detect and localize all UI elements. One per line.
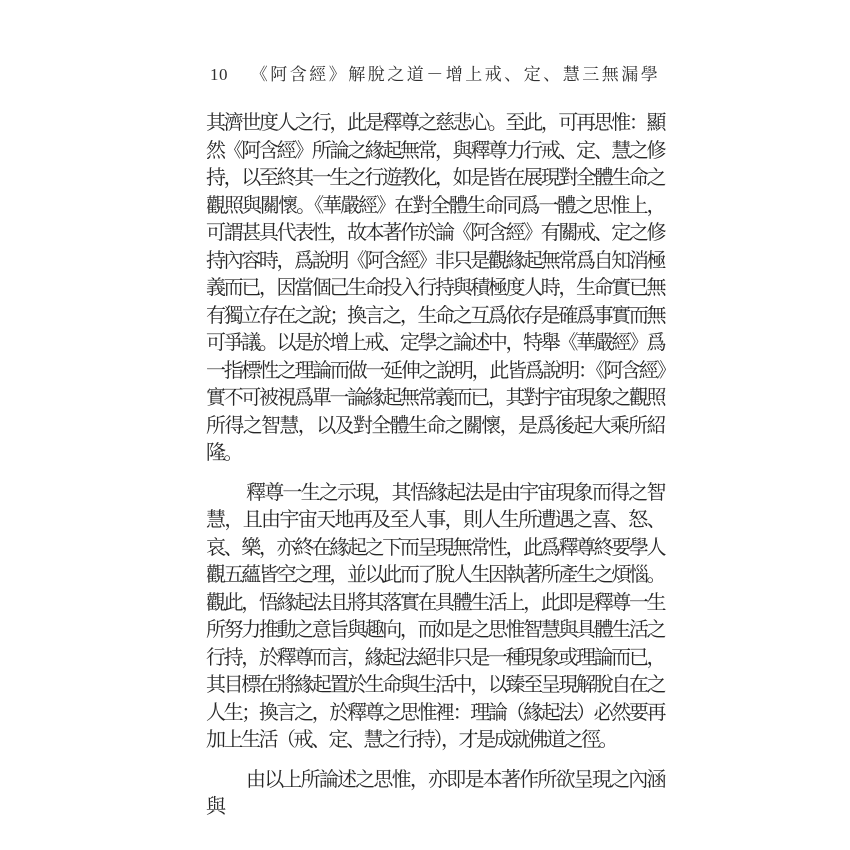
body-paragraph: 釋尊一生之示現，其悟緣起法是由宇宙現象而得之智慧，且由宇宙天地再及至人事，則人生所遭遇之喜、怒、哀、樂，亦終在緣起之下而呈現無常性，此爲釋尊終要學人觀五蘊皆空之理，並以此而了脫人生因執著所產生之煩惱。觀此，悟緣起法且將其落實在具體生活上，此即是釋尊一生所努力推動之意旨與趣向，而如是之思惟智慧與具體生活之行持，於釋尊而言，緣起法絕非只是一種現象或理論而已，其目標在將緣起置於生命與生活中，以臻至呈現解脫自在之人生；換言之，於釋尊之思惟裡：理論（緣起法）必然要再加上生活（戒、定、慧之行持），才是成就佛道之徑。 bbox=[206, 481, 664, 751]
body-paragraph: 由以上所論述之思惟，亦即是本著作所欲呈現之內涵與 bbox=[206, 768, 664, 818]
running-title: 《阿含經》解脫之道－增上戒、定、慧三無漏學 bbox=[250, 65, 661, 84]
page-header bbox=[210, 60, 660, 85]
page-number: 10 bbox=[210, 65, 228, 84]
body-text bbox=[206, 110, 664, 834]
body-paragraph: 其濟世度人之行，此是釋尊之慈悲心。至此，可再思惟：顯然《阿含經》所論之緣起無常，與釋尊力行戒、定、慧之修持，以至終其一生之行遊教化，如是皆在展現對全體生命之觀照與關懷。《華嚴經》在對全體生命同爲一體之思惟上，可謂甚具代表性，故本著作於論《阿含經》有關戒、定之修持內容時，爲說明《阿含經》非只是觀緣起無常爲自知消極義而已，因當個己生命投入行持與積極度人時，生命實已無有獨立存在之說；換言之，生命之互爲依存是確爲事實而無可爭議。以是於增上戒、定學之論述中，特舉《華嚴經》爲一指標性之理論而做一延伸之說明，此皆爲說明：《阿含經》實不可被視爲單一論緣起無常義而已，其對宇宙現象之觀照所得之智慧，以及對全體生命之關懷，是爲後起大乘所紹隆。 bbox=[206, 112, 664, 464]
